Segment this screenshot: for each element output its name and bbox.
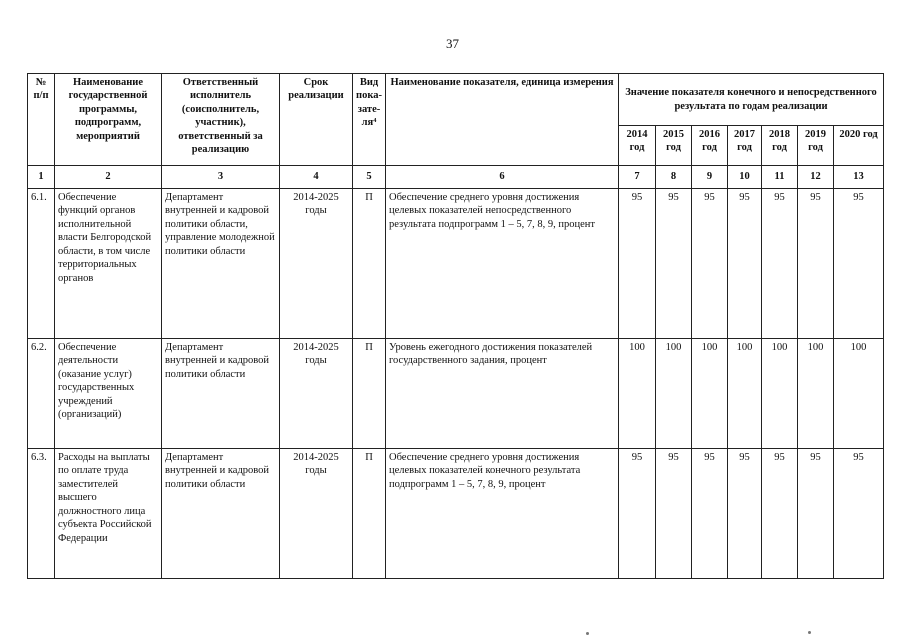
row-value: 95 <box>692 449 728 579</box>
row-value: 100 <box>619 339 656 449</box>
header-term: Срок реализации <box>280 74 353 166</box>
scan-speck <box>808 631 811 634</box>
row-value: 95 <box>728 449 762 579</box>
column-number: 11 <box>762 166 798 189</box>
row-term: 2014-2025 годы <box>280 449 353 579</box>
row-value: 100 <box>834 339 884 449</box>
header-year: 2016 год <box>692 126 728 166</box>
table-row <box>28 339 884 449</box>
row-value: 95 <box>619 189 656 339</box>
header-responsible: Ответственный исполнитель (соисполнитель, участник), ответственный за реализацию <box>162 74 280 166</box>
header-year: 2019 год <box>798 126 834 166</box>
column-number-row <box>28 166 884 189</box>
row-value: 95 <box>798 449 834 579</box>
page-number: 37 <box>446 36 459 51</box>
row-indicator: Обеспечение среднего уровня достижения целевых показателей конечного результата подпрограмм 1 – 5, 7, 8, 9, процент <box>386 449 619 579</box>
row-type: П <box>353 339 386 449</box>
row-name: Обеспечение функций органов исполнительной власти Белгородской области, в том числе территориальных органов <box>55 189 162 339</box>
row-value: 95 <box>834 449 884 579</box>
row-value: 100 <box>656 339 692 449</box>
header-year: 2018 год <box>762 126 798 166</box>
header-indicator: Наименование показателя, единица измерения <box>386 74 619 166</box>
column-number: 8 <box>656 166 692 189</box>
row-num: 6.2. <box>28 339 55 449</box>
column-number: 4 <box>280 166 353 189</box>
row-responsible: Департамент внутренней и кадровой политики области <box>162 449 280 579</box>
column-number: 10 <box>728 166 762 189</box>
header-year: 2020 год <box>834 126 884 166</box>
header-year: 2017 год <box>728 126 762 166</box>
row-term: 2014-2025 годы <box>280 189 353 339</box>
header-row-1 <box>28 74 884 126</box>
row-num: 6.1. <box>28 189 55 339</box>
header-values-group: Значение показателя конечного и непосредственного результата по годам реализации <box>619 74 884 126</box>
scan-speck <box>586 632 589 635</box>
row-value: 95 <box>656 189 692 339</box>
row-value: 100 <box>692 339 728 449</box>
row-value: 95 <box>619 449 656 579</box>
row-value: 100 <box>762 339 798 449</box>
row-term: 2014-2025 годы <box>280 339 353 449</box>
header-year: 2015 год <box>656 126 692 166</box>
header-name: Наименование государственной программы, подпрограмм, мероприятий <box>55 74 162 166</box>
header-type: Вид пока-зате-ля⁴ <box>353 74 386 166</box>
column-number: 3 <box>162 166 280 189</box>
column-number: 9 <box>692 166 728 189</box>
column-number: 13 <box>834 166 884 189</box>
column-number: 12 <box>798 166 834 189</box>
row-value: 95 <box>728 189 762 339</box>
row-value: 95 <box>656 449 692 579</box>
row-indicator: Обеспечение среднего уровня достижения целевых показателей непосредственного результата подпрограмм 1 – 5, 7, 8, 9, процент <box>386 189 619 339</box>
header-year: 2014 год <box>619 126 656 166</box>
row-value: 95 <box>834 189 884 339</box>
row-value: 95 <box>762 449 798 579</box>
row-type: П <box>353 449 386 579</box>
row-type: П <box>353 189 386 339</box>
row-name: Обеспечение деятельности (оказание услуг) государственных учреждений (организаций) <box>55 339 162 449</box>
column-number: 5 <box>353 166 386 189</box>
table-row <box>28 449 884 579</box>
row-name: Расходы на выплаты по оплате труда заместителей высшего должностного лица субъекта Российской Федерации <box>55 449 162 579</box>
column-number: 1 <box>28 166 55 189</box>
column-number: 7 <box>619 166 656 189</box>
column-number: 6 <box>386 166 619 189</box>
row-value: 95 <box>762 189 798 339</box>
row-responsible: Департамент внутренней и кадровой политики области <box>162 339 280 449</box>
row-value: 95 <box>692 189 728 339</box>
header-num: № п/п <box>28 74 55 166</box>
program-table <box>27 73 884 579</box>
table-row <box>28 189 884 339</box>
row-indicator: Уровень ежегодного достижения показателей государственного задания, процент <box>386 339 619 449</box>
row-num: 6.3. <box>28 449 55 579</box>
row-value: 95 <box>798 189 834 339</box>
row-value: 100 <box>728 339 762 449</box>
column-number: 2 <box>55 166 162 189</box>
row-value: 100 <box>798 339 834 449</box>
row-responsible: Департамент внутренней и кадровой политики области, управление молодежной политики области <box>162 189 280 339</box>
